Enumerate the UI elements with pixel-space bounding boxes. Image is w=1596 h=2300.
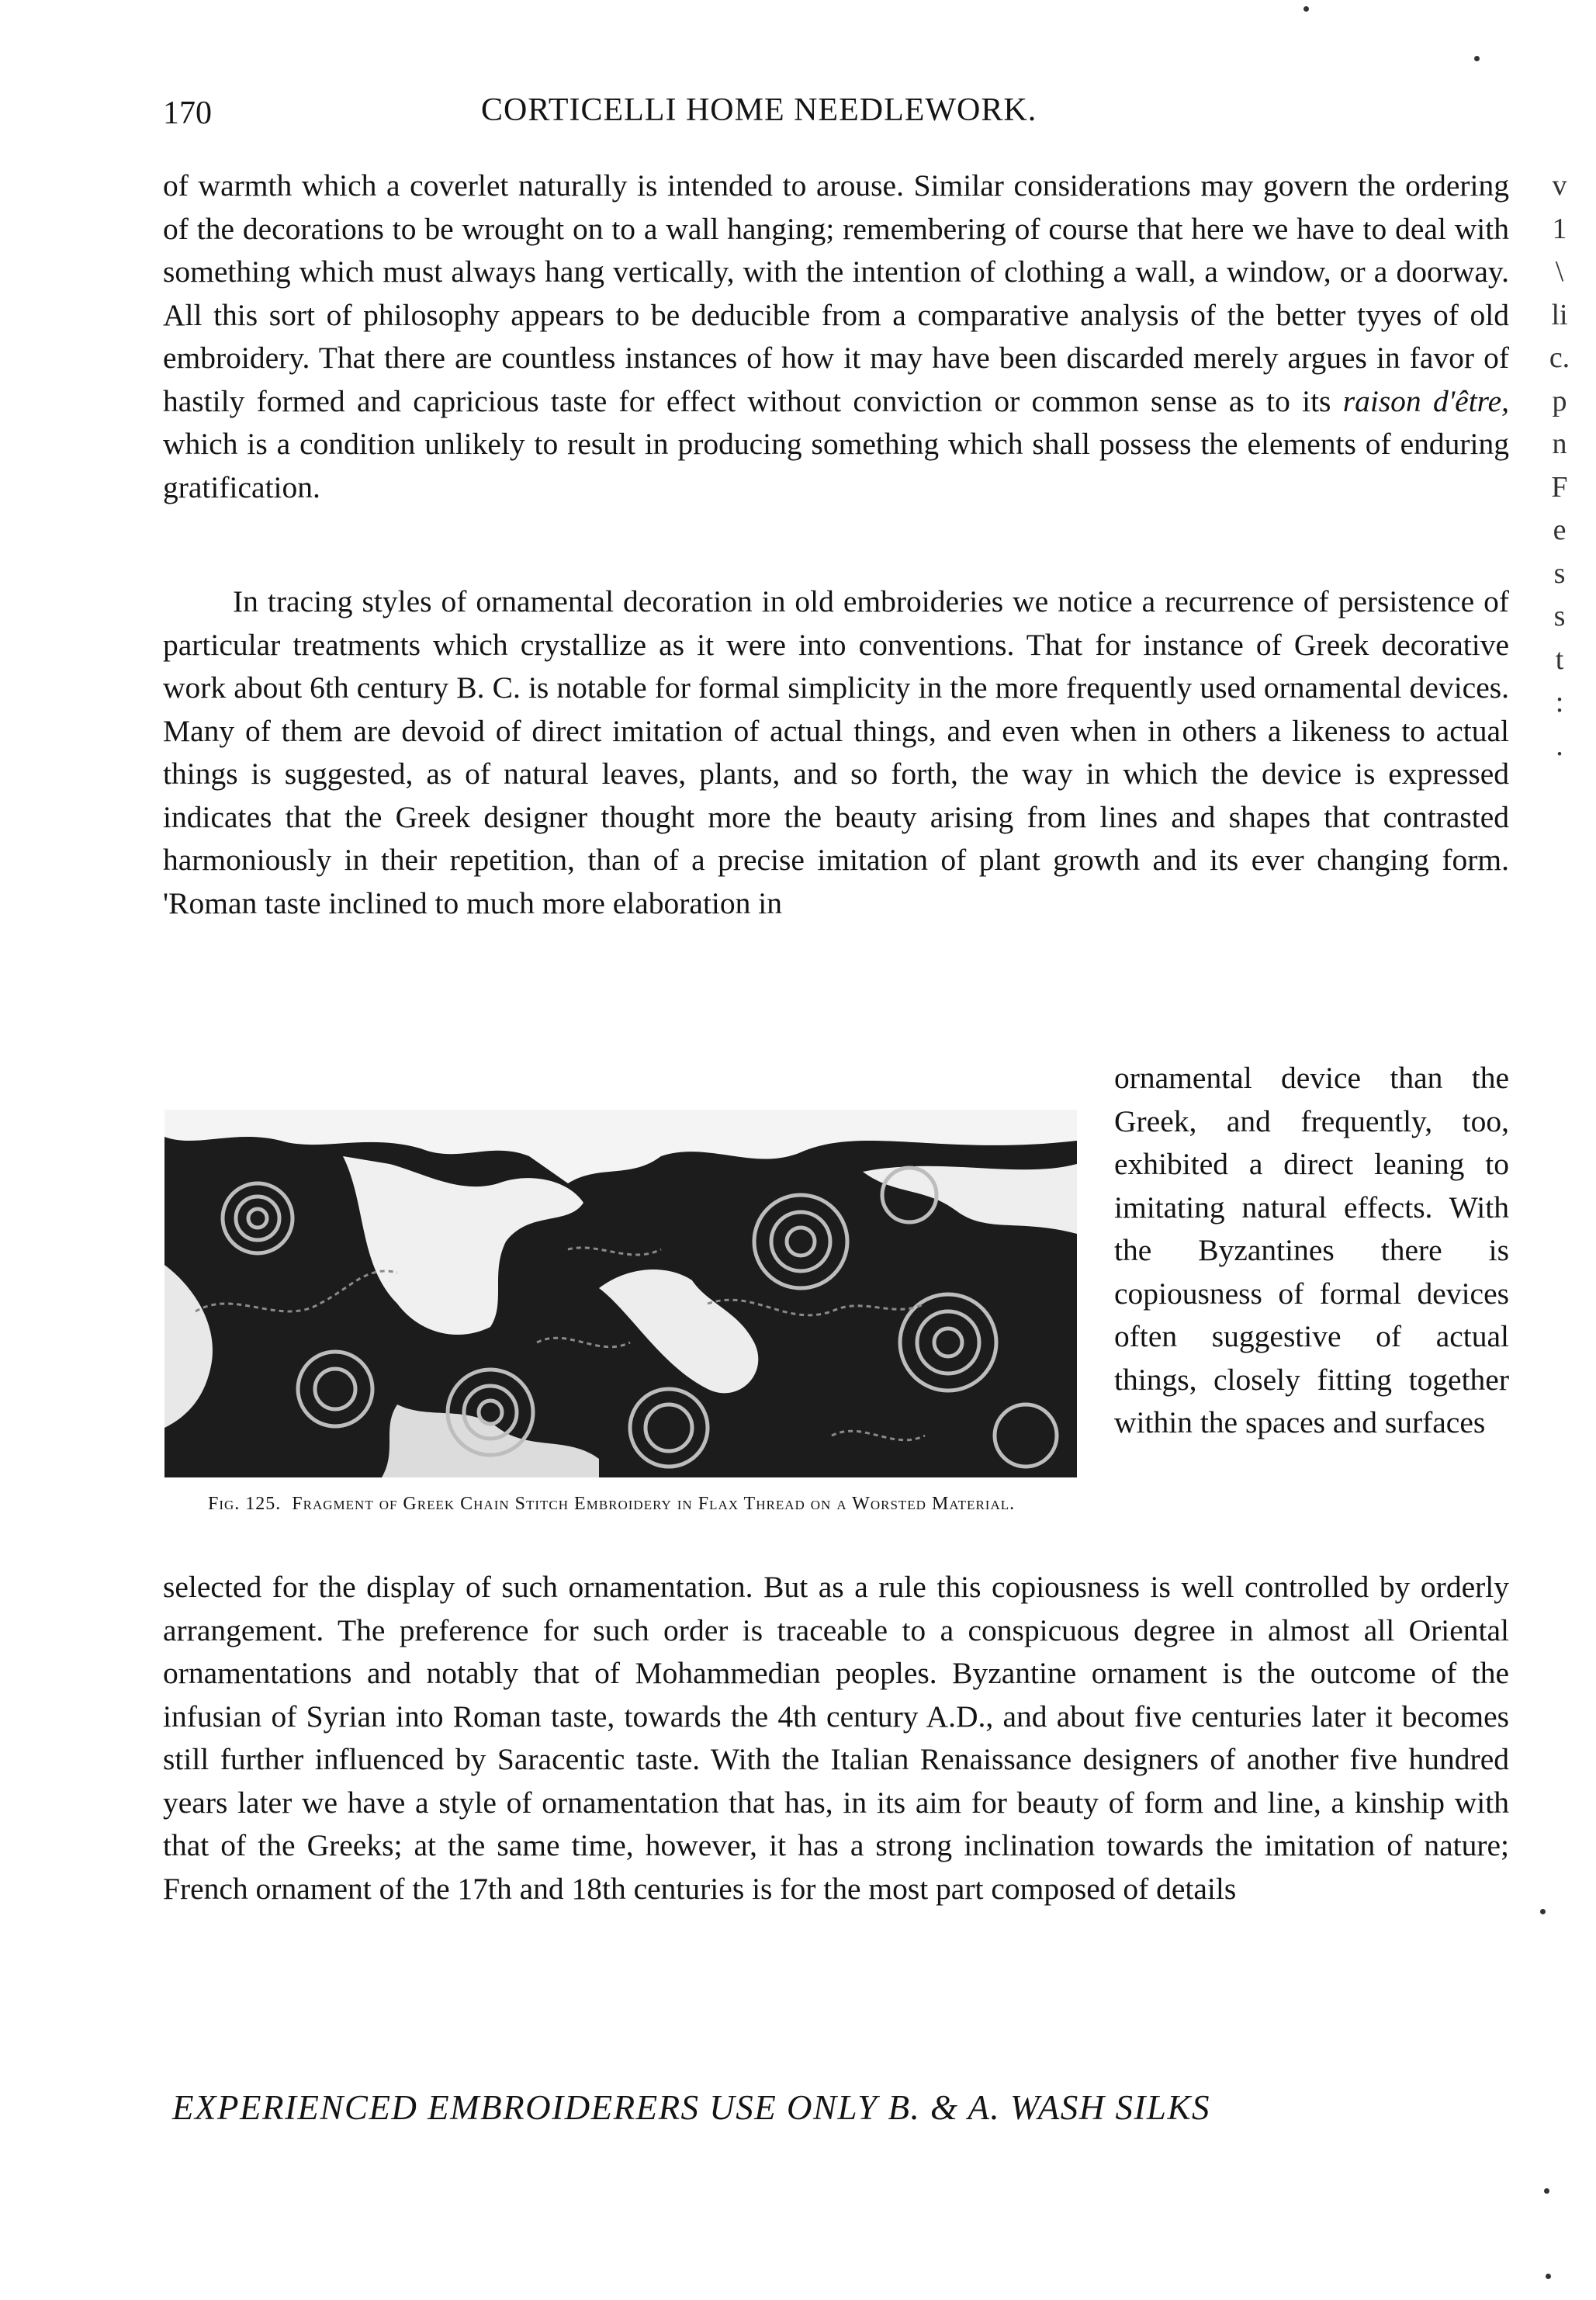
paragraph-3 [163,1566,1509,1910]
paragraph-1 [163,165,1509,509]
figure-number: Fig. 125. [208,1494,282,1514]
margin-char: . [1556,729,1563,762]
paragraph-1-end: which is a condition unlikely to result in producing something which shall possess the elements of enduring gratification. [163,427,1509,504]
paragraph-2-wrap [1114,1057,1509,1445]
margin-bleed-through [1544,165,1575,767]
margin-char: : [1555,686,1564,719]
margin-char: li [1551,298,1568,331]
margin-char: s [1553,600,1566,632]
margin-char: p [1552,384,1567,417]
margin-char: c. [1549,341,1570,374]
page-number: 170 [163,95,212,131]
speck [1474,56,1480,61]
paragraph-2-wrap-text: ornamental device than the Greek, and frequently, too, exhibited a direct leaning to imitating natural effects. With the Byzantines there is copiousness of formal devices often suggestive of actual things, closely fitting together within the spaces and surfaces [1114,1061,1509,1439]
paragraph-2-text: In tracing styles of ornamental decoration in old embroideries we notice a recurrence of persistence of particular treatments which crystallize as it were into conventions. That for instance of Greek decorative work about 6th century B. C. is notable for formal simplicity in the more frequently used ornamental devices. Many of them are devoid of direct imitation of actual things, and even when in others a likeness to actual things is suggested, as of natural leaves, plants, and so forth, the way in which the device is expressed indicates that the Greek designer thought more the beauty arising from lines and shapes that contrasted harmoniously in their repetition, than of a precise imitation of plant growth and its ever changing form. 'Roman taste inclined to much more elaboration in [163,584,1509,920]
speck [1540,1909,1546,1914]
paragraph-1-text: of warmth which a coverlet naturally is intended to arouse. Similar considerations may govern the ordering of the decorations to be wrought on to a wall hanging; remembering of course that here we have to deal with something which must always hang vertically, with the intention of clothing a wall, a window, or a doorway. All this sort of philosophy appears to be deducible from a comparative analysis of the better tyyes of old embroidery. That there are countless instances of how it may have been discarded merely argues in favor of hastily formed and capricious taste for effect without conviction or common sense as to its [163,168,1509,418]
paragraph-3-text: selected for the display of such ornamentation. But as a rule this copiousness is well controlled by orderly arrangement. The preference for such order is traceable to a conspicuous degree in almost all Oriental ornamentations and notably that of Mohammedian peoples. Byzantine ornament is the outcome of the infusian of Syrian into Roman taste, towards the 4th century A.D., and about five centuries later it becomes still further influenced by Saracentic taste. With the Italian Renaissance designers of another five hundred years later we have a style of ornamentation that has, in its aim for beauty of form and line, a kinship with that of the Greeks; at the same time, however, it has a strong inclination towards the imitation of nature; French ornament of the 17th and 18th centuries is for the most part composed of details [163,1570,1509,1906]
embroidery-figure [164,1110,1077,1477]
margin-char: s [1553,556,1566,590]
margin-char: e [1553,514,1567,546]
footer-advertisement: EXPERIENCED EMBROIDERERS USE ONLY B. & A. WASH SILKS [172,2088,1210,2127]
speck [1544,2188,1549,2194]
margin-char: F [1551,470,1568,504]
margin-char: \ [1555,255,1564,288]
paragraph-1-italic: raison d'être, [1342,383,1509,418]
paragraph-2 [163,580,1509,925]
speck [1303,6,1309,12]
speck [1546,2274,1551,2279]
figure-caption [208,1491,1092,1516]
embroidery-fragment-image [164,1110,1077,1477]
margin-char: n [1552,428,1567,460]
margin-char: t [1555,643,1564,676]
margin-char: v [1552,169,1567,202]
figure-caption-text: Fragment of Greek Chain Stitch Embroidery in Flax Thread on a Worsted Material. [292,1494,1016,1514]
margin-char: 1 [1552,212,1567,245]
running-title: CORTICELLI HOME NEEDLEWORK. [481,92,1037,128]
